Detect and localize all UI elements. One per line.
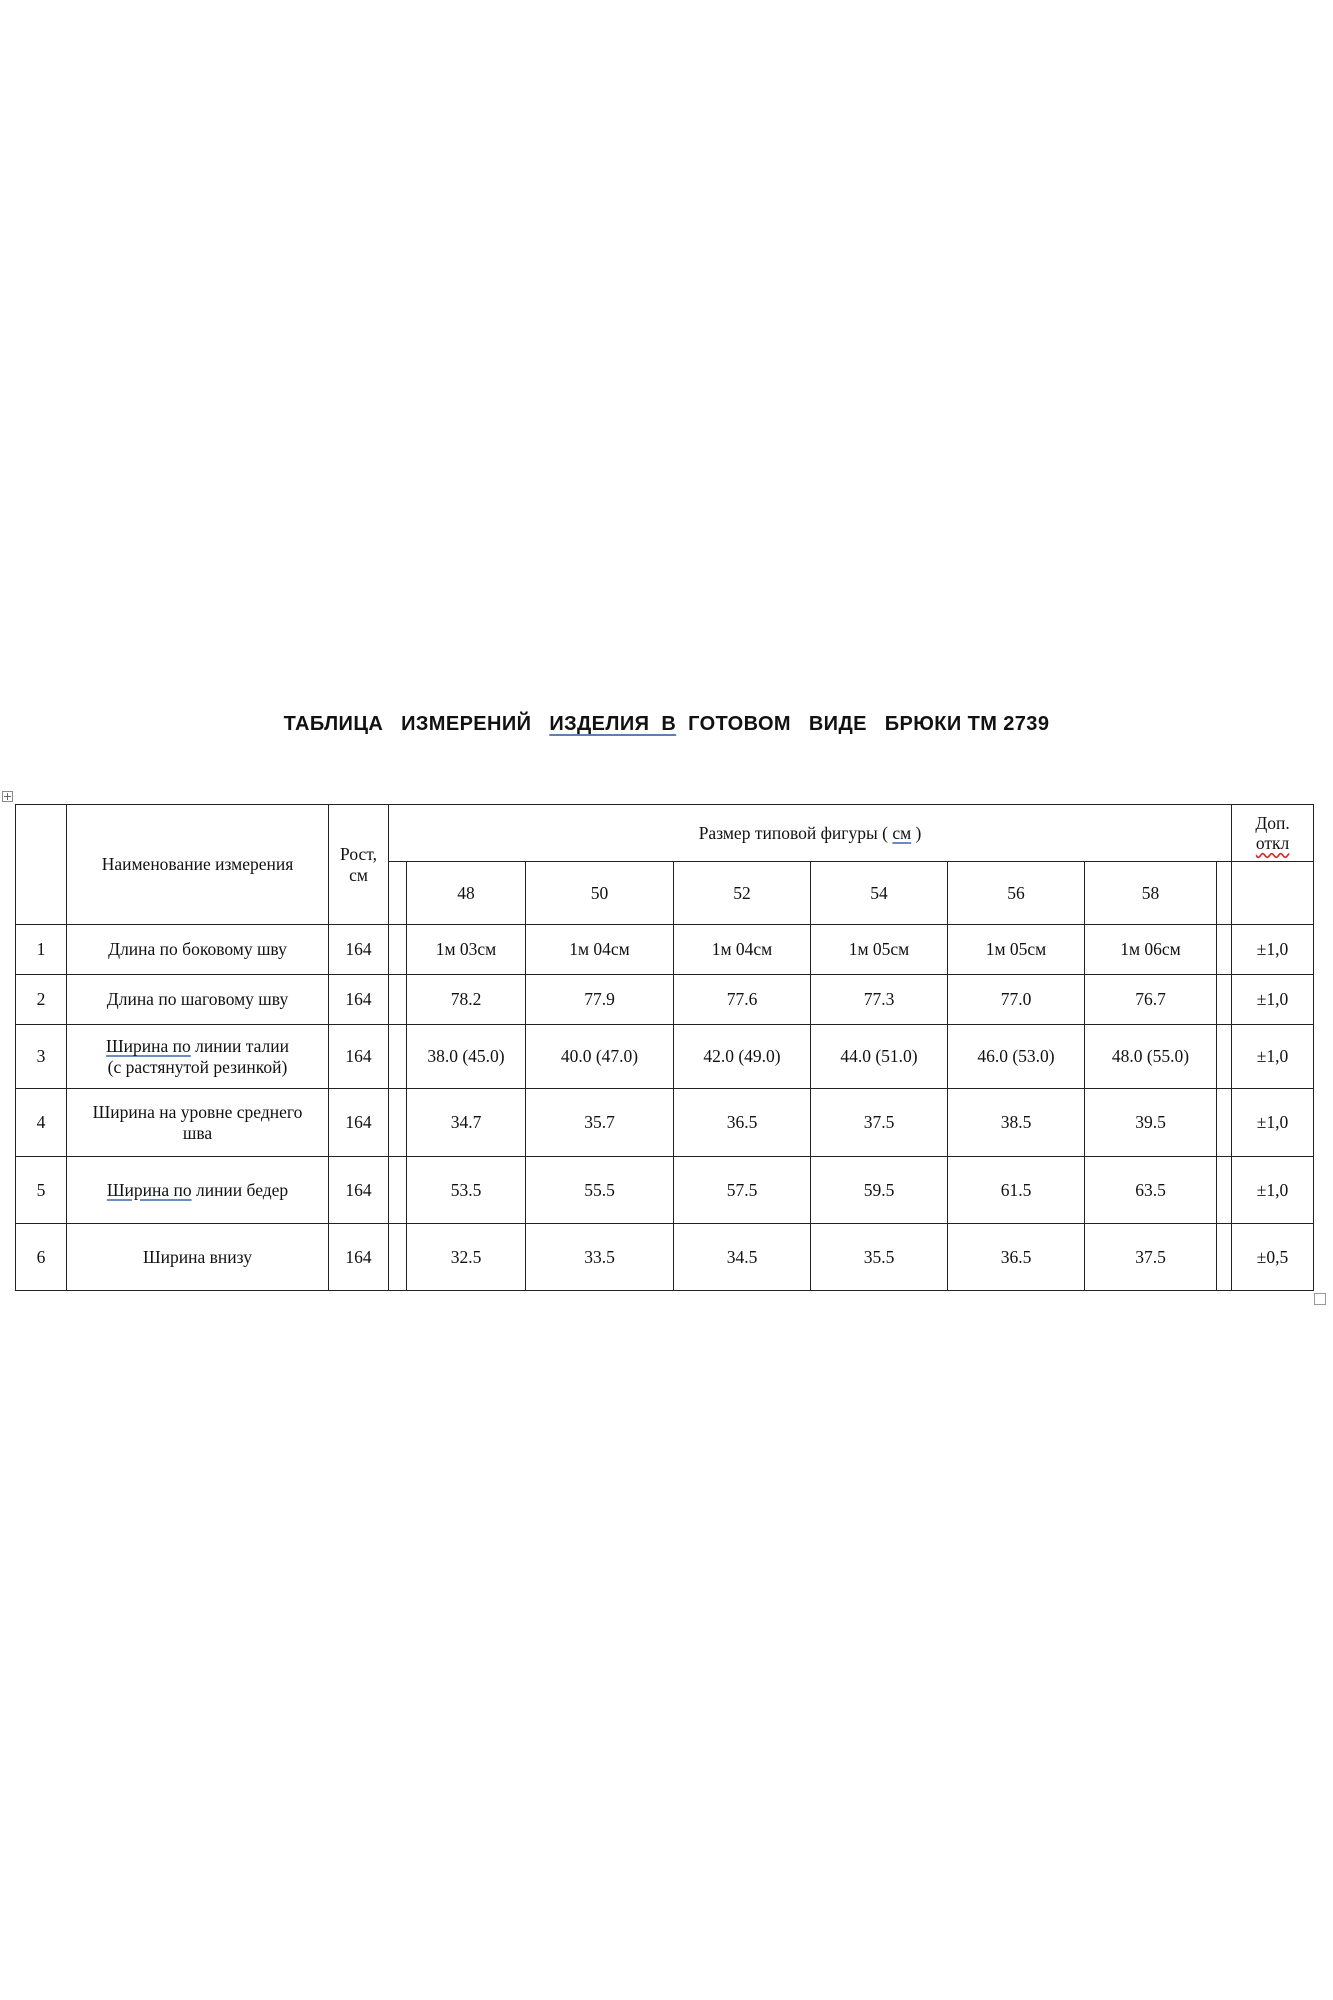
measurement-name-part: Длина по боковому шву [108, 939, 287, 960]
size-value: 55.5 [526, 1157, 674, 1224]
spacer-cell [389, 925, 407, 975]
size-value: 53.5 [407, 1157, 526, 1224]
size-value: 36.5 [948, 1224, 1085, 1291]
size-value: 38.0 (45.0) [407, 1025, 526, 1089]
size-header-cell: 58 [1085, 862, 1217, 925]
tolerance-value: ±1,0 [1232, 975, 1314, 1025]
table-row [16, 1157, 1314, 1224]
tolerance-value: ±1,0 [1232, 1089, 1314, 1157]
size-value: 37.5 [811, 1089, 948, 1157]
document-title [0, 713, 1333, 736]
size-value: 35.7 [526, 1089, 674, 1157]
size-header-cell: 56 [948, 862, 1085, 925]
tolerance-label-line1: Доп. [1255, 812, 1290, 833]
size-value: 46.0 (53.0) [948, 1025, 1085, 1089]
measurement-name [67, 1089, 329, 1157]
header-height-cell [329, 805, 389, 925]
title-part: ИЗМЕРЕНИЙ [401, 713, 532, 735]
measurement-name-part: Ширина внизу [143, 1246, 252, 1267]
measurement-name-part: Ширина на уровне среднего [92, 1102, 303, 1123]
size-value: 35.5 [811, 1224, 948, 1291]
spacer-cell [1217, 1224, 1232, 1291]
height-value: 164 [329, 925, 389, 975]
size-group-header [389, 805, 1232, 862]
size-value: 76.7 [1085, 975, 1217, 1025]
tolerance-value: ±0,5 [1232, 1224, 1314, 1291]
size-header-cell: 50 [526, 862, 674, 925]
table-row [16, 1089, 1314, 1157]
height-value: 164 [329, 1224, 389, 1291]
title-part: ИЗДЕЛИЯ В [549, 713, 677, 735]
size-value: 77.9 [526, 975, 674, 1025]
height-value: 164 [329, 975, 389, 1025]
size-value: 33.5 [526, 1224, 674, 1291]
title-part: ГОТОВОМ [688, 713, 791, 735]
size-value: 77.6 [674, 975, 811, 1025]
table-move-handle-icon[interactable] [2, 791, 13, 802]
spacer-cell [1217, 925, 1232, 975]
spacer-cell [1217, 862, 1232, 925]
tolerance-sub-cell [1232, 862, 1314, 925]
size-value: 59.5 [811, 1157, 948, 1224]
spacer-cell [389, 1025, 407, 1089]
spacer-cell [1217, 1157, 1232, 1224]
size-value: 1м 05см [811, 925, 948, 975]
spacer-cell [389, 1224, 407, 1291]
measurement-name-line2: (с растянутой резинкой) [107, 1056, 288, 1077]
table-resize-handle-icon[interactable] [1314, 1293, 1326, 1305]
row-number: 1 [16, 925, 67, 975]
spacer-cell [389, 1157, 407, 1224]
size-value: 1м 04см [526, 925, 674, 975]
size-value: 1м 05см [948, 925, 1085, 975]
size-value: 44.0 (51.0) [811, 1025, 948, 1089]
size-value: 1м 06см [1085, 925, 1217, 975]
height-value: 164 [329, 1089, 389, 1157]
row-number: 6 [16, 1224, 67, 1291]
measurement-name-part: Ширина по [106, 1036, 191, 1057]
size-value: 36.5 [674, 1089, 811, 1157]
size-group-unit: см [892, 822, 912, 843]
size-value: 1м 03см [407, 925, 526, 975]
tolerance-value: ±1,0 [1232, 1157, 1314, 1224]
spacer-cell [389, 862, 407, 925]
size-value: 48.0 (55.0) [1085, 1025, 1217, 1089]
measurement-name [67, 975, 329, 1025]
size-value: 61.5 [948, 1157, 1085, 1224]
measurement-name-part: Ширина по [106, 1179, 192, 1200]
size-value: 34.7 [407, 1089, 526, 1157]
size-value: 32.5 [407, 1224, 526, 1291]
size-value: 77.0 [948, 975, 1085, 1025]
spacer-cell [1217, 975, 1232, 1025]
size-value: 42.0 (49.0) [674, 1025, 811, 1089]
title-part: ТАБЛИЦА [283, 713, 384, 735]
size-group-label: Размер типовой фигуры ( [698, 822, 888, 843]
spacer-cell [1217, 1025, 1232, 1089]
size-value: 57.5 [674, 1157, 811, 1224]
height-header-line2: см [349, 864, 368, 885]
size-value: 37.5 [1085, 1224, 1217, 1291]
size-header-cell: 54 [811, 862, 948, 925]
size-value: 1м 04см [674, 925, 811, 975]
measurement-name-part: линии бедер [191, 1179, 289, 1200]
table-row [16, 975, 1314, 1025]
height-header-line1: Рост, [340, 844, 377, 865]
height-value: 164 [329, 1025, 389, 1089]
spacer-cell [1217, 1089, 1232, 1157]
size-group-close: ) [915, 822, 922, 843]
row-number: 2 [16, 975, 67, 1025]
title-part: ВИДЕ [808, 713, 867, 735]
size-header-cell: 52 [674, 862, 811, 925]
measurement-name-line2: шва [182, 1122, 213, 1143]
measurement-table [15, 804, 1314, 1291]
size-value: 40.0 (47.0) [526, 1025, 674, 1089]
table-row [16, 925, 1314, 975]
size-value: 34.5 [674, 1224, 811, 1291]
measurement-name [67, 1224, 329, 1291]
table-row [16, 1025, 1314, 1089]
spacer-cell [389, 1089, 407, 1157]
spacer-cell [389, 975, 407, 1025]
row-number: 5 [16, 1157, 67, 1224]
size-value: 38.5 [948, 1089, 1085, 1157]
table-row [16, 1224, 1314, 1291]
measurement-name [67, 1025, 329, 1089]
tolerance-value: ±1,0 [1232, 1025, 1314, 1089]
size-value: 39.5 [1085, 1089, 1217, 1157]
tolerance-value: ±1,0 [1232, 925, 1314, 975]
tolerance-label-line2: откл [1255, 833, 1290, 853]
measurement-name-header: Наименование измерения [101, 854, 294, 875]
tolerance-header [1232, 805, 1314, 862]
size-value: 77.3 [811, 975, 948, 1025]
header-name-cell [67, 805, 329, 925]
header-num-cell [16, 805, 67, 925]
size-header-cell: 48 [407, 862, 526, 925]
height-value: 164 [329, 1157, 389, 1224]
header-row [16, 805, 1314, 862]
size-value: 63.5 [1085, 1157, 1217, 1224]
row-number: 4 [16, 1089, 67, 1157]
size-value: 78.2 [407, 975, 526, 1025]
title-part: БРЮКИ ТМ 2739 [884, 713, 1050, 735]
measurement-name-part: Длина по шаговому шву [106, 989, 289, 1010]
measurement-name-part: линии талии [190, 1036, 289, 1057]
measurement-name [67, 1157, 329, 1224]
row-number: 3 [16, 1025, 67, 1089]
measurement-name [67, 925, 329, 975]
